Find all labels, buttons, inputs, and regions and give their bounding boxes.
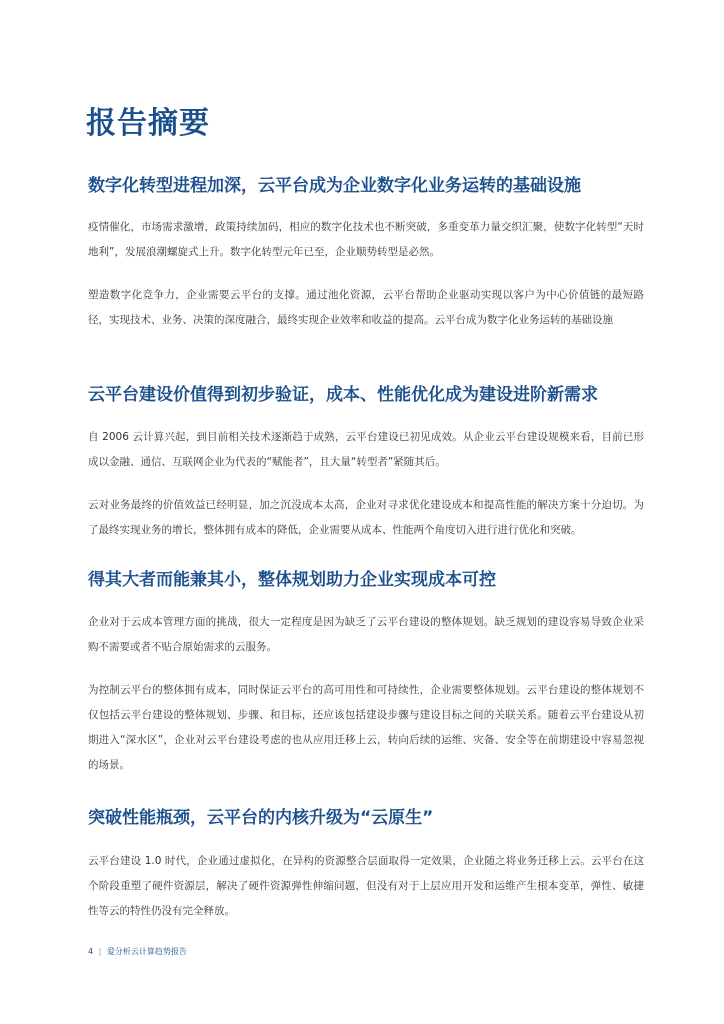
footer-page-number: 4 xyxy=(88,947,94,956)
section-3-heading: 得其大者而能兼其小，整体规划助力企业实现成本可控 xyxy=(88,570,496,590)
footer-separator: | xyxy=(98,947,102,956)
section-2-paragraph-2: 云对业务最终的价值效益已经明显，加之沉没成本太高，企业对寻求优化建设成本和提高性能的解决方案十分迫切。为了最终实现业务的增长，整体拥有成本的降低，企业需要从成本、性能两个角度切入进行进行优化和突破。 xyxy=(88,499,644,536)
section-4-paragraph-1: 云平台建设 1.0 时代，企业通过虚拟化，在异构的资源整合层面取得一定效果，企业随之将业务迁移上云。云平台在这个阶段重塑了硬件资源层，解决了硬件资源弹性伸缩问题，但没有对于上层应用开发和运维产生根本变革，弹性、敏捷性等云的特性仍没有完全释放。 xyxy=(88,855,644,917)
section-4-heading: 突破性能瓶颈，云平台的内核升级为“云原生” xyxy=(88,808,434,828)
section-3-paragraph-2: 为控制云平台的整体拥有成本，同时保证云平台的高可用性和可持续性，企业需要整体规划。云平台建设的整体规划不仅包括云平台建设的整体规划、步骤、和目标，还应该包括建设步骤与建设目标之间的关联关系。随着云平台建设从初期进入“深水区”，企业对云平台建设考虑的也从应用迁移上云，转向后续的运维、灾备、安全等在前期建设中容易忽视的场景。 xyxy=(88,684,644,771)
footer-report-name: 爱分析云计算趋势报告 xyxy=(106,947,187,956)
section-1-paragraph-2: 塑造数字化竞争力，企业需要云平台的支撑。通过池化资源，云平台帮助企业驱动实现以客户为中心价值链的最短路径，实现技术、业务、决策的深度融合，最终实现企业效率和收益的提高。云平台成为数字化业务运转的基础设施 xyxy=(88,289,644,326)
page-footer xyxy=(88,946,187,958)
page-title: 报告摘要 xyxy=(86,106,210,141)
section-2-paragraph-1: 自 2006 云计算兴起，到目前相关技术逐渐趋于成熟，云平台建设已初见成效。从企业云平台建设规模来看，目前已形成以金融、通信、互联网企业为代表的“赋能者”，且大量“转型者”紧随其后。 xyxy=(88,431,644,468)
section-1-heading: 数字化转型进程加深，云平台成为企业数字化业务运转的基础设施 xyxy=(88,176,581,196)
section-2-heading: 云平台建设价值得到初步验证，成本、性能优化成为建设进阶新需求 xyxy=(88,385,598,405)
section-3-paragraph-1: 企业对于云成本管理方面的挑战，很大一定程度是因为缺乏了云平台建设的整体规划。缺乏规划的建设容易导致企业采购不需要或者不贴合原始需求的云服务。 xyxy=(88,616,644,653)
section-1-paragraph-1: 疫情催化，市场需求激增，政策持续加码，相应的数字化技术也不断突破，多重变革力量交织汇聚，使数字化转型“天时地利”，发展浪潮螺旋式上升。数字化转型元年已至，企业顺势转型是必然。 xyxy=(88,221,644,258)
